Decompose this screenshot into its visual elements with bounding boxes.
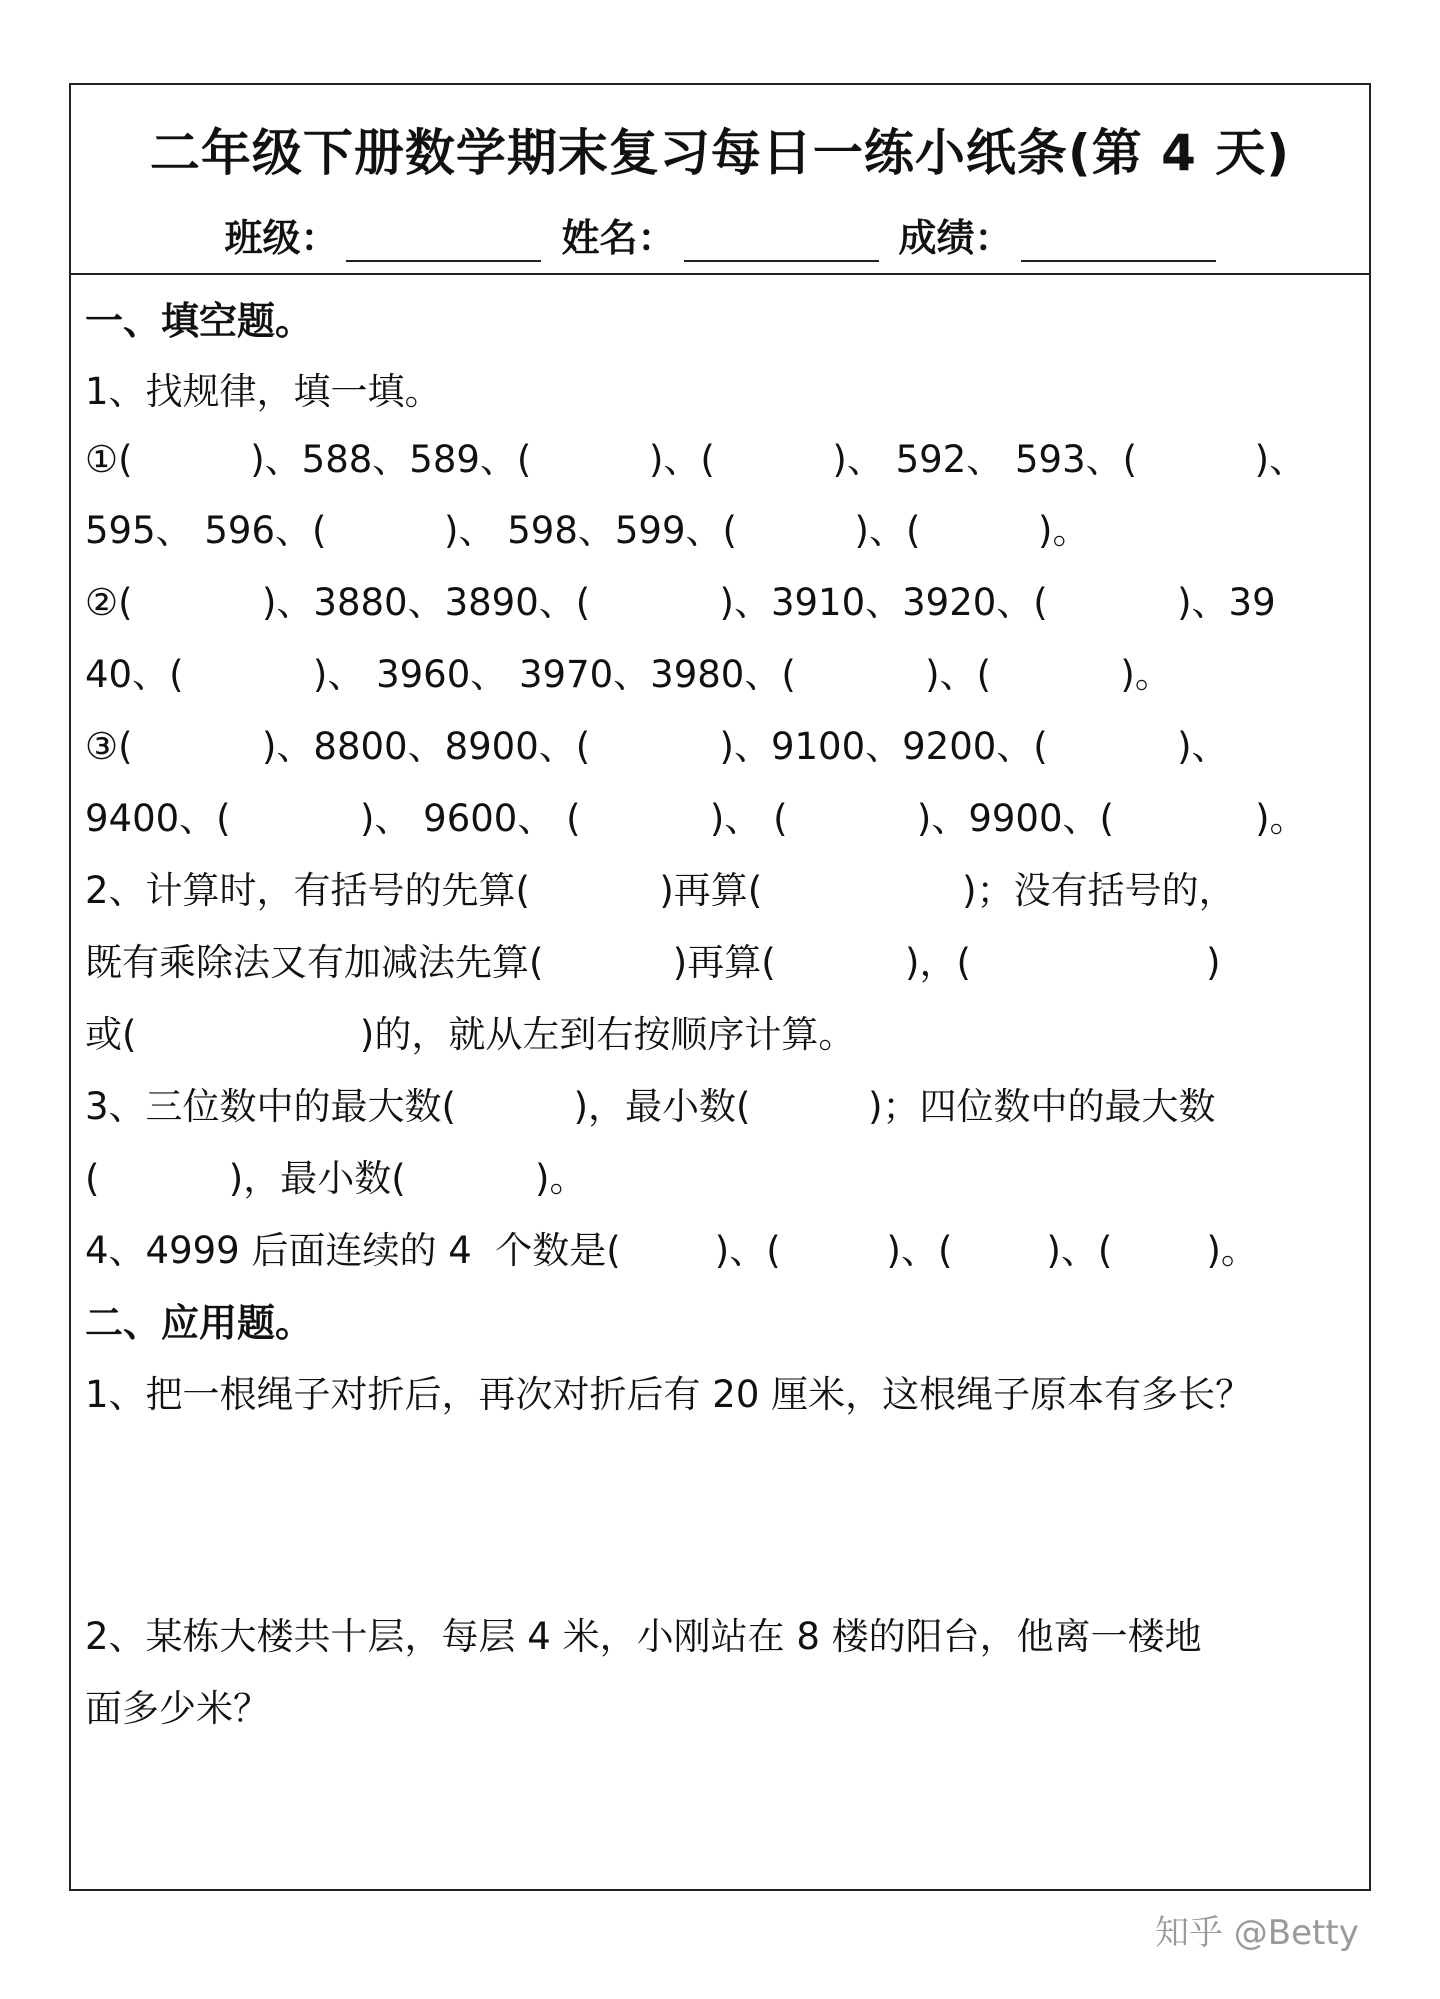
question-1a-line-2: 595、 596、( )、 598、599、( )、( )。 (85, 509, 1090, 552)
section-application-title: 二、应用题。 (85, 1301, 314, 1345)
class-field (224, 207, 541, 262)
question-4-line-1: 4、4999 后面连续的 4 个数是( )、( )、( )、( )。 (85, 1229, 1258, 1272)
name-label: 姓名： (561, 216, 676, 260)
watermark: 知乎 @Betty (1155, 1913, 1359, 1953)
class-blank (346, 222, 541, 262)
question-3-line-1: 3、三位数中的最大数( )，最小数( )；四位数中的最大数 (85, 1085, 1216, 1128)
worksheet (69, 83, 1371, 1891)
question-1c-line-2: 9400、( )、 9600、 ( )、 ( )、9900、( )。 (85, 797, 1307, 840)
section-fill-in-title: 一、填空题。 (85, 299, 314, 343)
question-2-line-1: 2、计算时，有括号的先算( )再算( )；没有括号的， (85, 869, 1236, 912)
question-1a-line-1: ①( )、588、589、( )、( )、 592、 593、( )、 (85, 438, 1307, 481)
score-field (899, 207, 1216, 262)
application-problem-2-line-2: 面多少米？ (85, 1687, 270, 1730)
question-1b-line-2: 40、( )、 3960、 3970、3980、( )、( )。 (85, 653, 1172, 696)
question-1c-line-1: ③( )、8800、8900、( )、9100、9200、( )、 (85, 725, 1229, 768)
score-blank (1021, 222, 1216, 262)
application-problem-2-line-1: 2、某栋大楼共十层，每层 4 米，小刚站在 8 楼的阳台，他离一楼地 (85, 1615, 1202, 1658)
question-1b-line-1: ②( )、3880、3890、( )、3910、3920、( )、39 (85, 581, 1276, 624)
question-3-line-2: ( )，最小数( )。 (85, 1157, 587, 1200)
question-1-intro: 1、找规律，填一填。 (85, 370, 442, 413)
class-label: 班级： (224, 216, 339, 260)
question-2-line-2: 既有乘除法又有加减法先算( )再算( )，( ) (85, 941, 1221, 984)
student-info-row (71, 207, 1369, 262)
name-blank (684, 222, 879, 262)
score-label: 成绩： (898, 216, 1013, 260)
name-field (561, 207, 878, 262)
worksheet-header (71, 85, 1369, 275)
application-problem-1: 1、把一根绳子对折后，再次对折后有 20 厘米，这根绳子原本有多长？ (85, 1373, 1253, 1416)
question-2-line-3: 或( )的，就从左到右按顺序计算。 (85, 1013, 856, 1056)
page-title: 二年级下册数学期末复习每日一练小纸条(第 4 天) (149, 124, 1291, 182)
